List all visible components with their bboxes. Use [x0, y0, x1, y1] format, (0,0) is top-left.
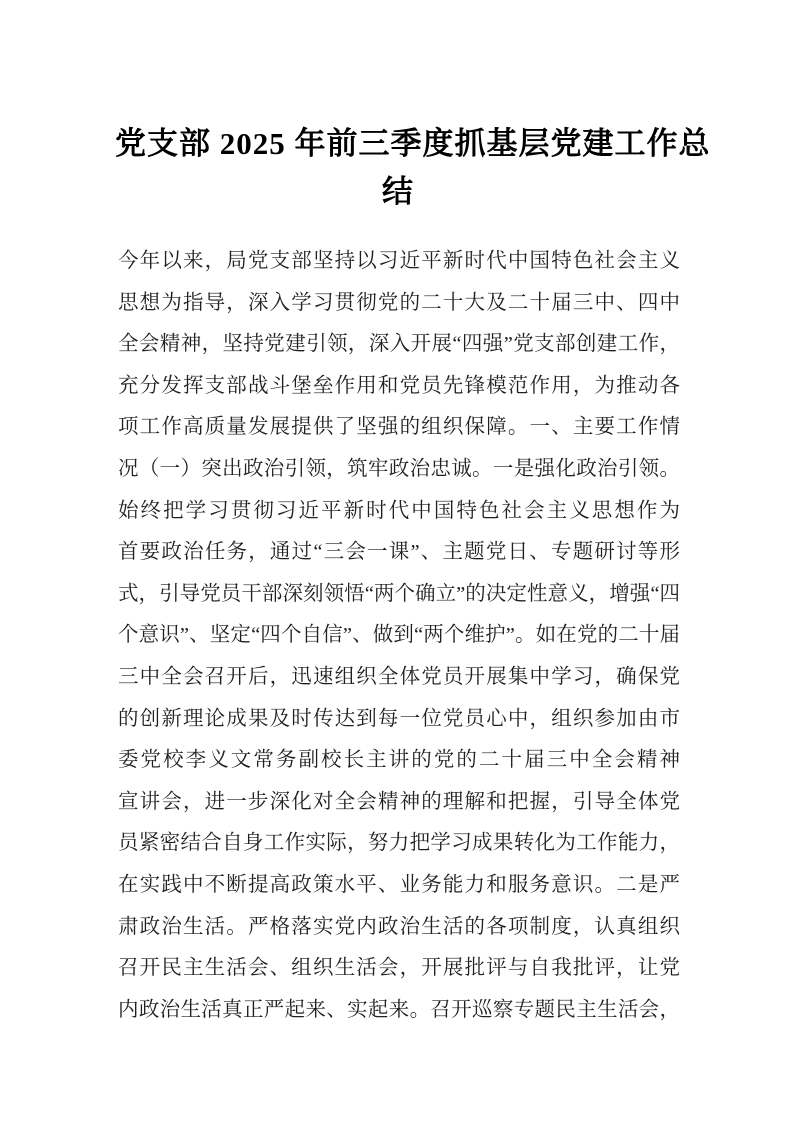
body-line: 今年以来，局党支部坚持以习近平新时代中国特色社会主义: [118, 250, 680, 272]
document-title: [115, 120, 711, 216]
body-line: 项工作高质量发展提供了坚强的组织保障。一、主要工作情: [118, 416, 680, 439]
body-line: 在实践中不断提高政策水平、业务能力和服务意识。二是严: [118, 873, 680, 896]
body-line: 宣讲会，进一步深化对全会精神的理解和把握，引导全体党: [118, 790, 680, 813]
body-line: 个意识”、坚定“四个自信”、做到“两个维护”。如在党的二十届: [118, 624, 680, 647]
body-line: 员紧密结合自身工作实际，努力把学习成果转化为工作能力，: [118, 832, 680, 855]
body-line: 肃政治生活。严格落实党内政治生活的各项制度，认真组织: [118, 915, 680, 938]
document-title-line: 党支部 2025 年前三季度抓基层党建工作总: [115, 126, 711, 161]
body-line: 内政治生活真正严起来、实起来。召开巡察专题民主生活会，: [118, 998, 680, 1021]
body-line: 始终把学习贯彻习近平新时代中国特色社会主义思想作为: [118, 499, 680, 522]
body-line: 首要政治任务，通过“三会一课”、主题党日、专题研讨等形: [118, 541, 680, 564]
body-line: 三中全会召开后，迅速组织全体党员开展集中学习，确保党: [118, 665, 680, 688]
document-body: [118, 241, 680, 1031]
body-line: 充分发挥支部战斗堡垒作用和党员先锋模范作用，为推动各: [118, 374, 680, 397]
body-line: 全会精神，坚持党建引领，深入开展“四强”党支部创建工作，: [118, 333, 680, 356]
body-line: 思想为指导，深入学习贯彻党的二十大及二十届三中、四中: [118, 291, 680, 314]
body-line: 况（一）突出政治引领，筑牢政治忠诚。一是强化政治引领。: [118, 457, 680, 480]
body-line: 委党校李义文常务副校长主讲的党的二十届三中全会精神: [118, 749, 680, 772]
body-line: 式，引导党员干部深刻领悟“两个确立”的决定性意义，增强“四: [118, 582, 680, 605]
body-line: 召开民主生活会、组织生活会，开展批评与自我批评，让党: [118, 957, 680, 980]
document-title-line: 结: [382, 174, 414, 209]
body-line: 的创新理论成果及时传达到每一位党员心中，组织参加由市: [118, 707, 680, 730]
